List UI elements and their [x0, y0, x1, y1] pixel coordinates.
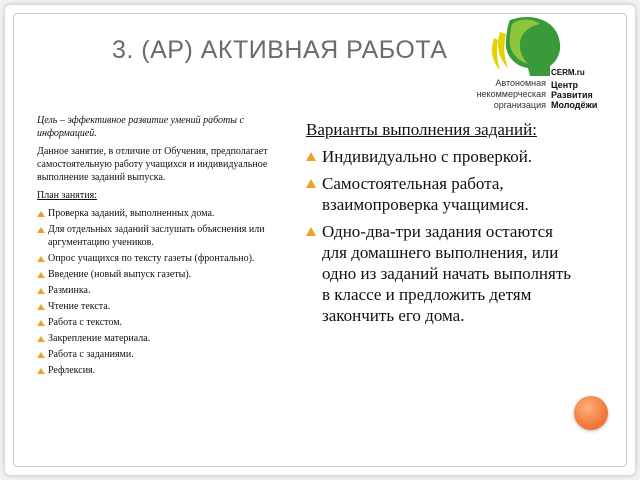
logo-cerm: CERM.ru	[551, 68, 585, 77]
plan-item: Чтение текста.	[37, 300, 287, 313]
plan-item: Проверка заданий, выполненных дома.	[37, 207, 287, 220]
plan-item: Опрос учащихся по тексту газеты (фронтально).	[37, 252, 287, 265]
variant-item: Одно-два-три задания остаются для домашнего выполнения, или одно из заданий начать выполнять в классе и предложить детям закончить его дома.	[306, 221, 576, 326]
variant-item: Индивидуально с проверкой.	[306, 146, 576, 167]
variants-list	[306, 146, 576, 326]
plan-heading: План занятия:	[37, 190, 97, 201]
plan-item: Введение (новый выпуск газеты).	[37, 268, 287, 281]
plan-item: Рефлексия.	[37, 364, 287, 377]
plan-list	[37, 207, 287, 377]
left-column	[37, 114, 287, 380]
logo-center-label: CERM.ru Центр Развития Молодёжи	[551, 68, 631, 110]
plan-item: Разминка.	[37, 284, 287, 297]
variants-heading: Варианты выполнения заданий:	[306, 120, 537, 139]
plan-item: Работа с заданиями.	[37, 348, 287, 361]
logo-org-label: Автономная некоммерческая организация	[476, 78, 546, 110]
decorative-circle-icon	[574, 396, 608, 430]
variant-item: Самостоятельная работа, взаимопроверка учащимися.	[306, 173, 576, 215]
goal-text: Цель – эффективное развитие умений работы с информацией.	[37, 115, 244, 139]
plan-item: Работа с текстом.	[37, 316, 287, 329]
slide-title: 3. (АР) АКТИВНАЯ РАБОТА	[112, 36, 448, 64]
plan-item: Для отдельных заданий заслушать объяснения или аргументацию учеников.	[37, 223, 287, 249]
right-column	[306, 119, 576, 332]
logo-head-icon	[492, 17, 560, 76]
plan-item: Закрепление материала.	[37, 332, 287, 345]
intro-text: Данное занятие, в отличие от Обучения, предполагает самостоятельную работу учащихся и индивидуальное выполнение заданий выпуска.	[37, 146, 268, 183]
